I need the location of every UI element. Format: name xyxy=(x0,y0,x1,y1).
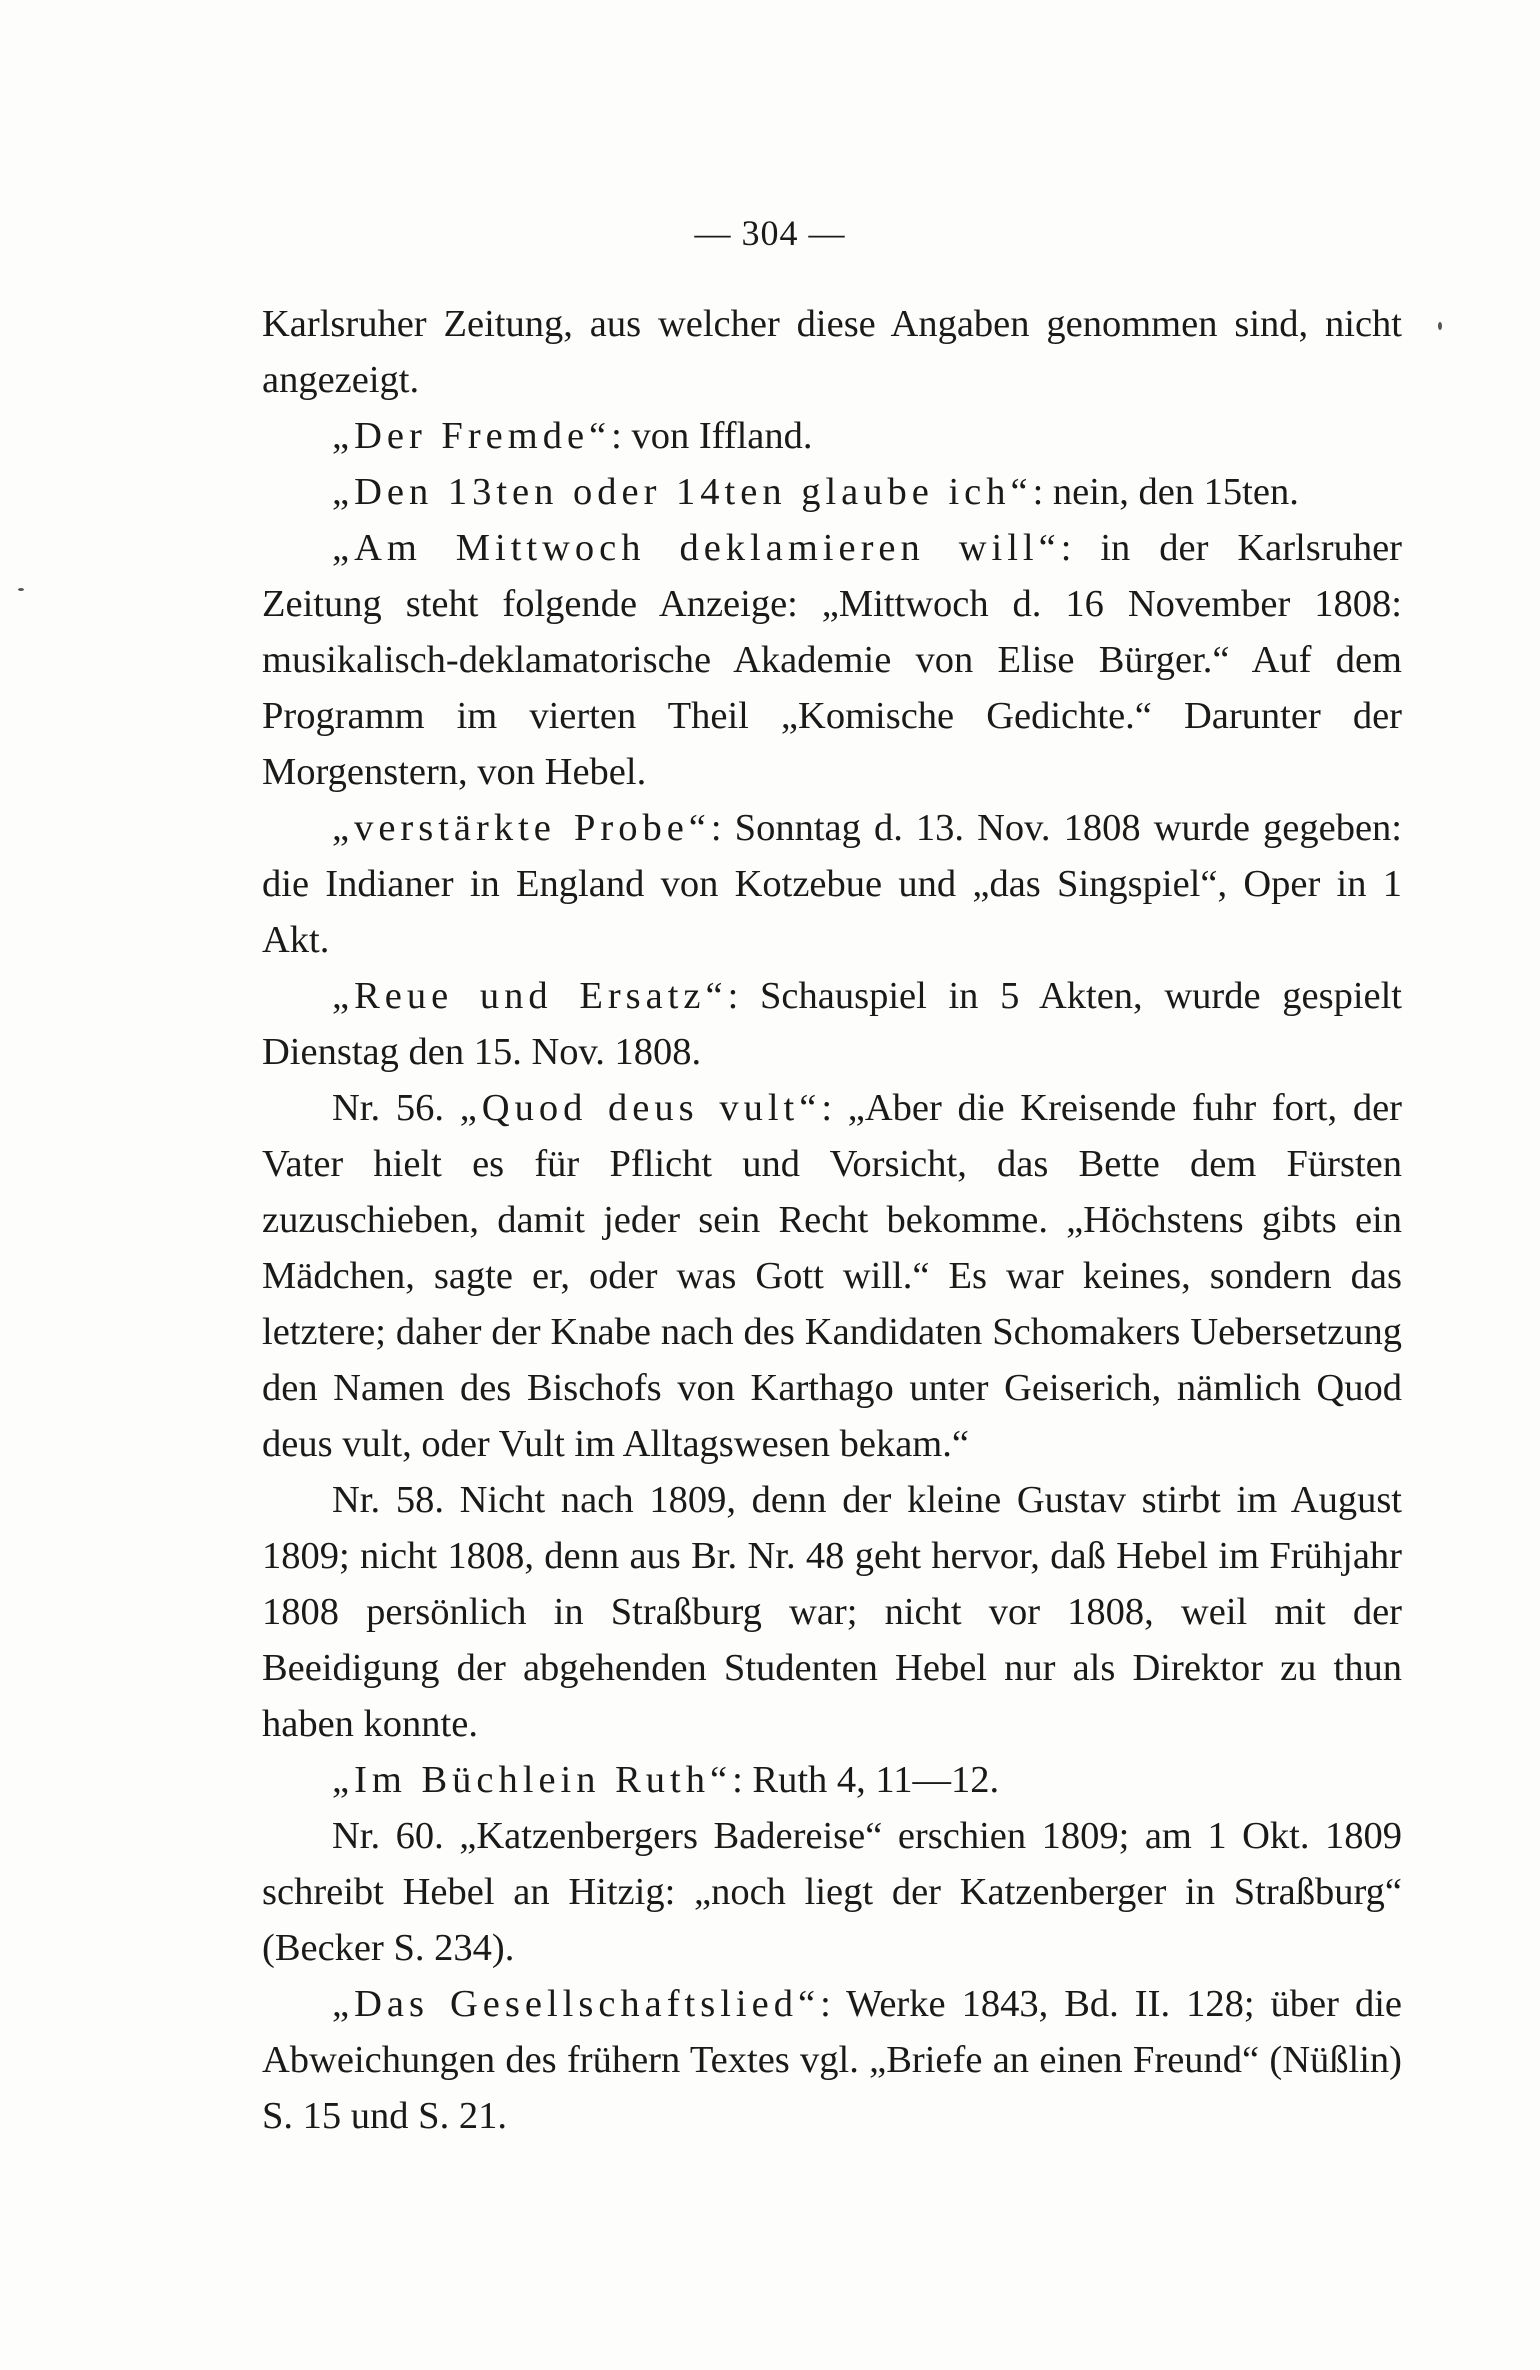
paragraph-text: : „Aber die Kreisende fuhr fort, der Vater hielt es für Pflicht und Vorsicht, das Bette dem Fürsten zuzuschieben, damit jeder sein Recht bekomme. „Höchstens gibts ein Mädchen, sagte er, oder was Gott will.“ Es war keines, sondern das letztere; daher der Knabe nach des Kandidaten Schomakers Uebersetzung den Namen des Bischofs von Karthago unter Geiserich, nämlich Quod deus vult, oder Vult im Alltagswesen bekam.“ xyxy=(262,1087,1402,1465)
ink-speck xyxy=(18,588,24,591)
paragraph-text: Nr. 60. „Katzenbergers Badereise“ erschien 1809; am 1 Okt. 1809 schreibt Hebel an Hitzig: „noch liegt der Katzenberger in Straßburg“ (Becker S. 234). xyxy=(262,1815,1402,1969)
spaced-heading-text: „verstärkte Probe“ xyxy=(332,807,711,849)
paragraph xyxy=(262,464,1402,520)
spaced-heading-text: „Das Gesellschaftslied“ xyxy=(332,1983,821,2025)
body-text xyxy=(262,296,1402,2144)
paragraph xyxy=(262,296,1402,408)
paragraph-text: Karlsruher Zeitung, aus welcher diese Angaben genommen sind, nicht angezeigt. xyxy=(262,303,1402,401)
paragraph xyxy=(262,520,1402,800)
paragraph xyxy=(262,1808,1402,1976)
page-number: — 304 — xyxy=(694,213,846,253)
paragraph-text: : Schauspiel in 5 Akten, wurde gespielt Dienstag den 15. Nov. 1808. xyxy=(262,975,1402,1073)
paragraph xyxy=(262,968,1402,1080)
paragraph-text: : von Iffland. xyxy=(611,415,813,457)
ink-speck xyxy=(1438,322,1442,330)
spaced-heading-text: „Den 13ten oder 14ten glaube ich“ xyxy=(332,471,1033,513)
paragraph xyxy=(262,1976,1402,2144)
spaced-heading-text: „Quod deus vult“ xyxy=(459,1087,822,1129)
spaced-heading-text: „Der Fremde“ xyxy=(332,415,612,457)
paragraph xyxy=(262,408,1402,464)
spaced-heading-text: „Am Mittwoch deklamieren will“ xyxy=(332,527,1061,569)
paragraph-text: : Werke 1843, Bd. II. 128; über die Abweichungen des frühern Textes vgl. „Briefe an einen Freund“ (Nüßlin) S. 15 und S. 21. xyxy=(262,1983,1402,2137)
spaced-heading-text: „Im Büchlein Ruth“ xyxy=(332,1759,733,1801)
paragraph xyxy=(262,1080,1402,1472)
paragraph-text: : Ruth 4, 11—12. xyxy=(732,1759,1000,1801)
paragraph-text: : nein, den 15ten. xyxy=(1032,471,1299,513)
paragraph xyxy=(262,800,1402,968)
spaced-heading-text: „Reue und Ersatz“ xyxy=(332,975,728,1017)
paragraph-text: Nr. 56. xyxy=(332,1087,460,1129)
paragraph xyxy=(262,1752,1402,1808)
paragraph-text: Nr. 58. Nicht nach 1809, denn der kleine Gustav stirbt im August 1809; nicht 1808, denn aus Br. Nr. 48 geht hervor, daß Hebel im Frühjahr 1808 persönlich in Straßburg war; nicht vor 1808, weil mit der Beeidigung der abgehenden Studenten Hebel nur als Direktor zu thun haben konnte. xyxy=(262,1479,1402,1745)
paragraph xyxy=(262,1472,1402,1752)
paragraph-text: : Sonntag d. 13. Nov. 1808 wurde gegeben: die Indianer in England von Kotzebue und „das Singspiel“, Oper in 1 Akt. xyxy=(262,807,1402,961)
paragraph-text: : in der Karlsruher Zeitung steht folgende Anzeige: „Mittwoch d. 16 November 1808: musikalisch-deklamatorische Akademie von Elise Bürger.“ Auf dem Programm im vierten Theil „Komische Gedichte.“ Darunter der Morgenstern, von Hebel. xyxy=(262,527,1402,793)
